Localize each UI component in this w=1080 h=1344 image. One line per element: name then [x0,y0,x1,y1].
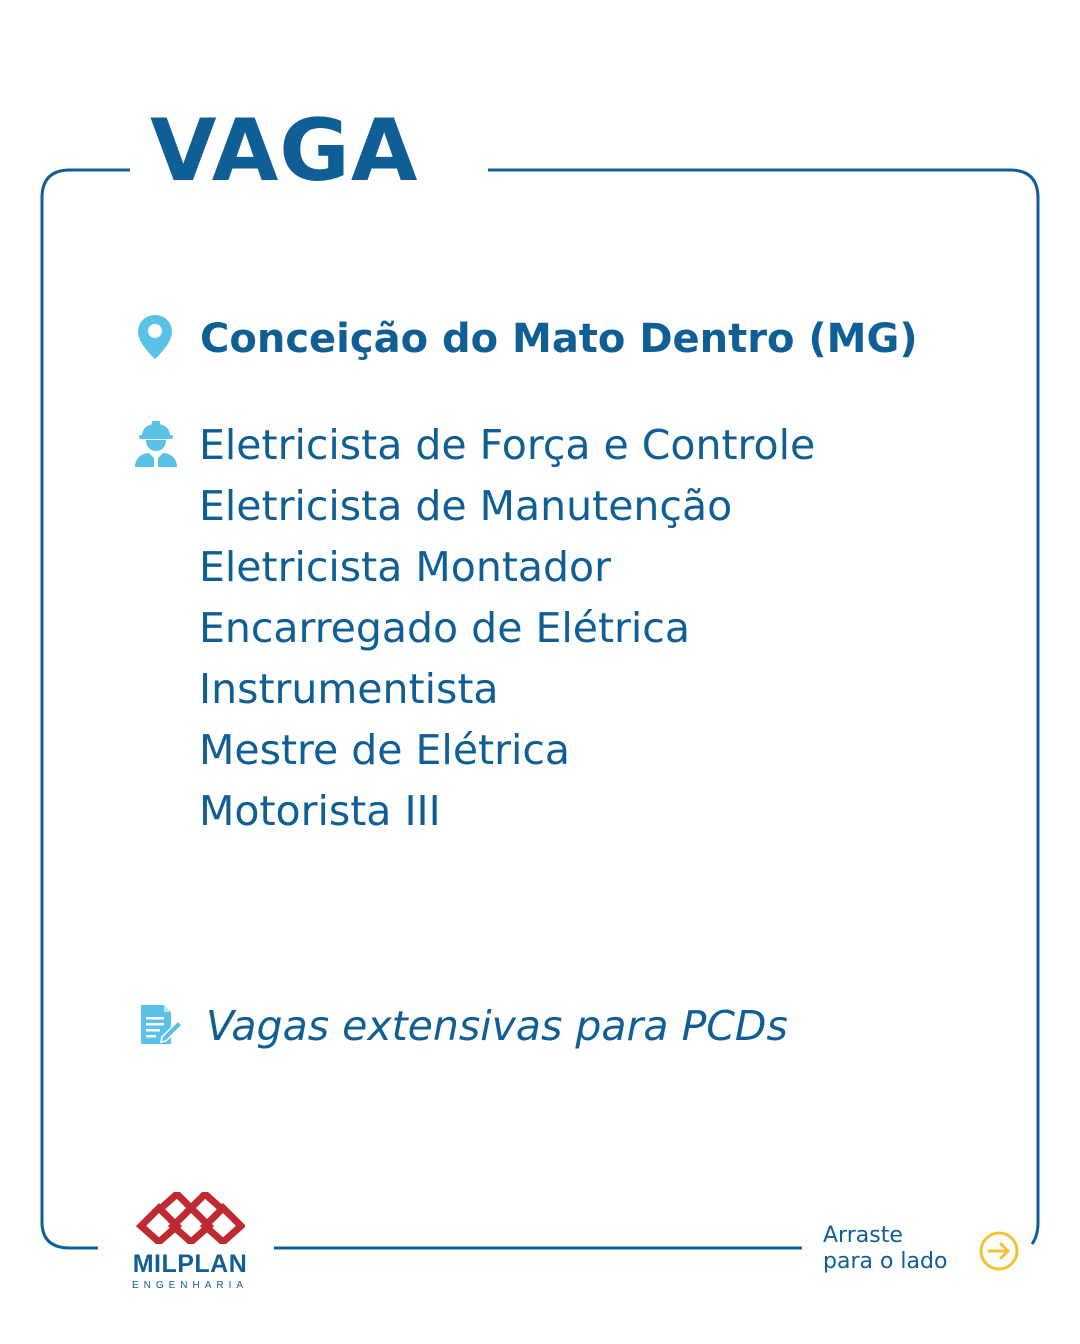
logo-subtitle: ENGENHARIA [131,1280,249,1291]
list-item: Encarregado de Elétrica [199,604,690,652]
list-item: Eletricista Montador [199,543,611,591]
page-title: VAGA [150,101,419,201]
list-item: Motorista III [199,787,441,835]
list-item: Eletricista de Manutenção [199,482,733,530]
list-item: Instrumentista [199,665,499,713]
location-text: Conceição do Mato Dentro (MG) [200,316,918,362]
milplan-logo [120,1192,260,1291]
logo-name: MILPLAN [132,1250,248,1278]
list-item: Eletricista de Força e Controle [199,421,816,469]
pcd-note-row [138,998,788,1054]
swipe-hint-line2: para o lado [823,1249,948,1274]
milplan-logo-mark [135,1192,245,1244]
pcd-note-text: Vagas extensivas para PCDs [206,1002,788,1050]
swipe-hint [823,1223,947,1275]
location-row [136,313,918,365]
document-pen-icon [138,1001,182,1051]
map-pin-icon [136,313,174,365]
job-list [199,415,815,842]
list-item: Mestre de Elétrica [199,726,571,774]
arrow-right-circle-icon[interactable] [978,1230,1020,1276]
swipe-hint-line1: Arraste [823,1223,903,1248]
worker-helmet-icon [133,420,179,472]
